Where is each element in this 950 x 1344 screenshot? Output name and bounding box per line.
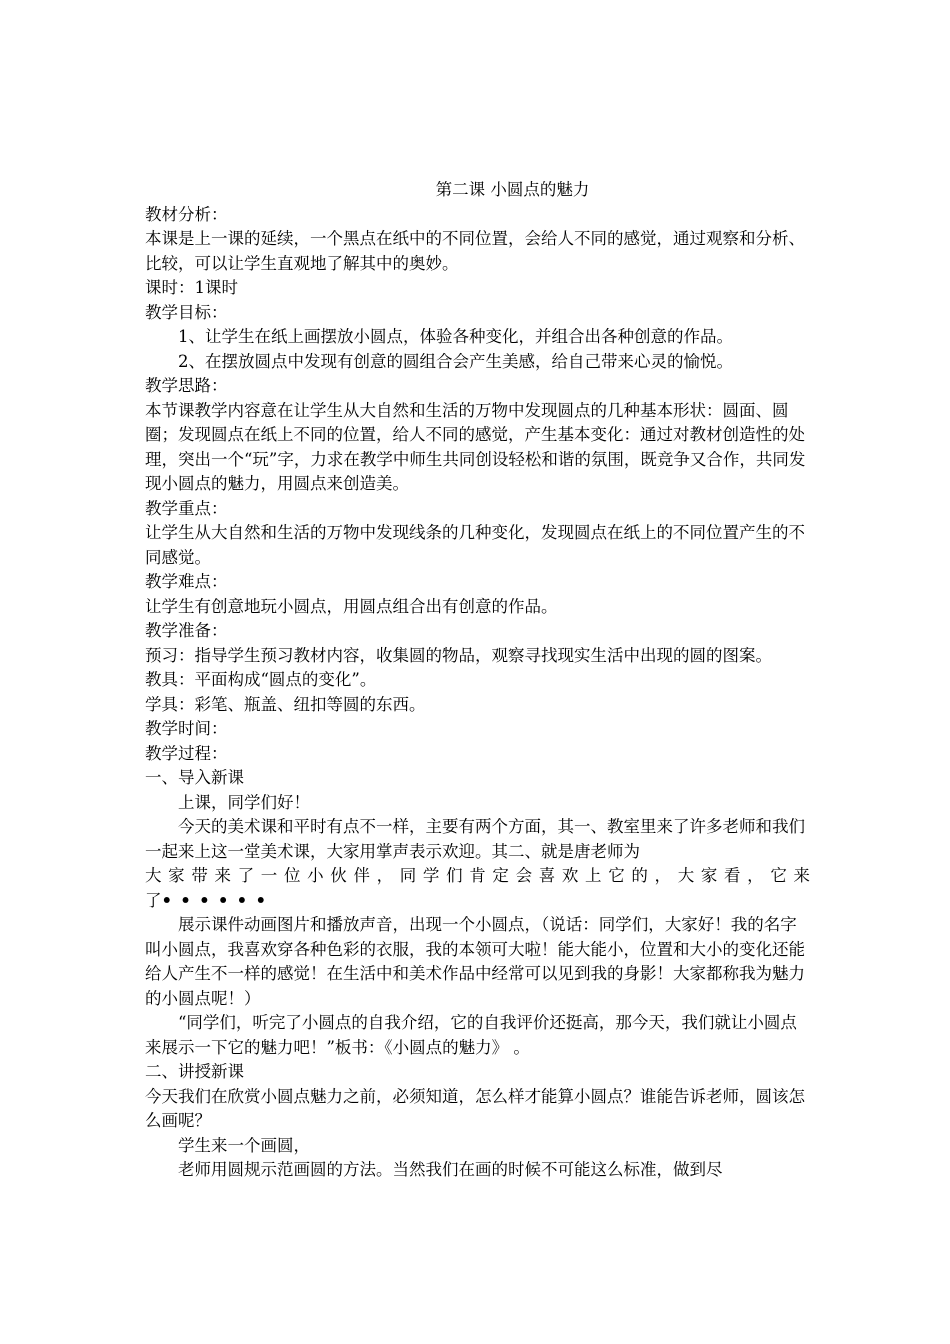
paragraph-intro-3 xyxy=(145,889,810,914)
paragraph-textbook-analysis: 本课是上一课的延续，一个黑点在纸中的不同位置，会给人不同的感觉，通过观察和分析、比较，可以让学生直观地了解其中的奥妙。 xyxy=(145,229,805,273)
paragraph-difficulties: 让学生有创意地玩小圆点，用圆点组合出有创意的作品。 xyxy=(145,596,558,616)
paragraph-class-hours: 课时：1课时 xyxy=(145,278,238,297)
paragraph-teaching-approach: 本节课教学内容意在让学生从大自然和生活的万物中发现圆点的几种基本形状：圆面、圆圈；发现圆点在纸上不同的位置，给人不同的感觉，产生基本变化：通过对教材创造性的处理，突出一个“玩”字，力求在教学中师生共同创设轻松和谐的氛围，既竞争又合作，共同发现小圆点的魅力，用圆点来创造美。 xyxy=(145,400,806,493)
paragraph-teacher-demo: 老师用圆规示范画圆的方法。当然我们在画的时候不可能这么标准，做到尽 xyxy=(178,1160,723,1179)
paragraph-preview: 预习：指导学生预习教材内容，收集圆的物品，观察寻找现实生活中出现的圆的图案。 xyxy=(145,645,772,665)
heading-teaching-goals: 教学目标： xyxy=(145,302,228,322)
paragraph-key-points: 让学生从大自然和生活的万物中发现线条的几种变化，发现圆点在纸上的不同位置产生的不同感觉。 xyxy=(145,523,805,567)
paragraph-student-draw: 学生来一个画圆， xyxy=(178,1135,310,1155)
section-heading-new-lesson: 二、讲授新课 xyxy=(145,1062,244,1081)
heading-preparation: 教学准备： xyxy=(145,621,228,640)
document-title: 第二课 小圆点的魅力 xyxy=(435,180,590,199)
heading-teaching-approach: 教学思路： xyxy=(145,376,228,395)
paragraph-greeting: 上课，同学们好！ xyxy=(178,792,310,812)
paragraph-courseware: 展示课件动画图片和播放声音，出现一个小圆点，（说话：同学们，大家好！我的名字叫小圆点，我喜欢穿各种色彩的衣服，我的本领可大啦！能大能小，位置和大小的变化还能给人产生不一样的感觉！在生活中和美术作品中经常可以见到我的身影！大家都称我为魅力的小圆点呢！） xyxy=(145,915,805,1008)
paragraph-student-materials: 学具：彩笔、瓶盖、纽扣等圆的东西。 xyxy=(145,694,426,714)
paragraph-blackboard: “同学们，听完了小圆点的自我介绍，它的自我评价还挺高，那今天，我们就让小圆点来展示一下它的魅力吧！”板书：《小圆点的魅力》 。 xyxy=(145,1013,797,1057)
heading-teaching-time: 教学时间： xyxy=(145,719,228,738)
paragraph-intro-1: 今天的美术课和平时有点不一样，主要有两个方面，其一、教室里来了许多老师和我们一起来上这一堂美术课，大家用掌声表示欢迎。其二、就是唐老师为 xyxy=(145,817,805,861)
paragraph-question: 今天我们在欣赏小圆点魅力之前，必须知道，怎么样才能算小圆点？谁能告诉老师，圆该怎么画呢？ xyxy=(145,1086,805,1130)
heading-key-points: 教学重点： xyxy=(145,498,228,518)
goal-item-1: 1、让学生在纸上画摆放小圆点，体验各种变化，并组合出各种创意的作品。 xyxy=(178,327,733,346)
intro-3-text: 了 xyxy=(145,890,162,910)
paragraph-teaching-aids: 教具：平面构成“圆点的变化”。 xyxy=(145,670,377,689)
ellipsis-dots: •••••• xyxy=(161,890,275,910)
section-heading-intro: 一、导入新课 xyxy=(145,768,244,787)
document-body xyxy=(145,178,810,1183)
paragraph-intro-2: 大家带来了一位小伙伴，同学们肯定会喜欢上它的，大家看，它来 xyxy=(145,866,810,885)
heading-teaching-process: 教学过程： xyxy=(145,743,228,763)
goal-item-2: 2、在摆放圆点中发现有创意的圆组合会产生美感，给自己带来心灵的愉悦。 xyxy=(178,351,733,371)
heading-textbook-analysis: 教材分析： xyxy=(145,204,228,224)
heading-difficulties: 教学难点： xyxy=(145,572,228,591)
